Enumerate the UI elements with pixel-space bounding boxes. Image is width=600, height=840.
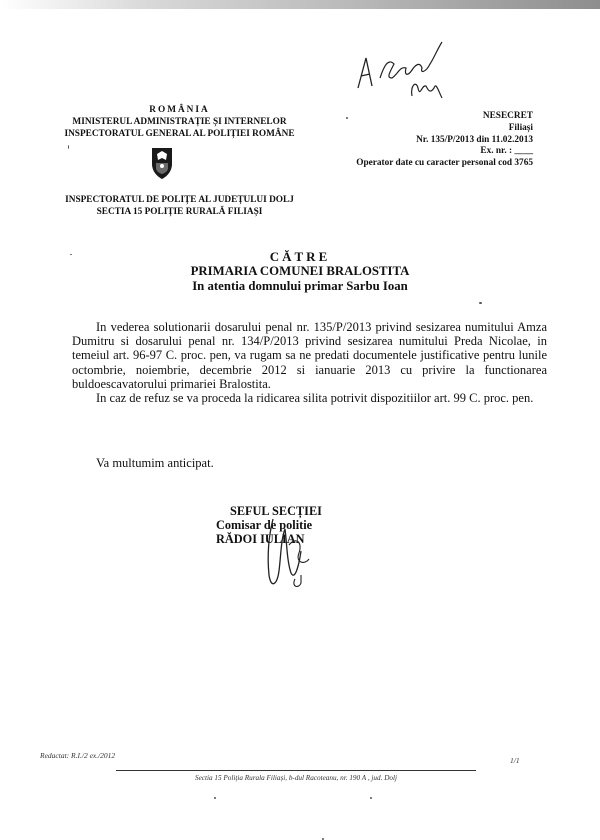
document-registration xyxy=(318,111,533,170)
footer-address: Sectia 15 Poliția Rurala Filiași, b-dul Racoteanu, nr. 190 A , jud. Dolj xyxy=(195,774,397,782)
operator-code: Operator date cu caracter personal cod 3765 xyxy=(356,158,533,169)
unit-header xyxy=(52,194,307,218)
signer-title: SEFUL SECȚIEI xyxy=(230,504,322,518)
drafted-by: Redactat: R.I./2 ex./2012 xyxy=(40,751,116,760)
inspectorate-name: INSPECTORATUL GENERAL AL POLIȚIEI ROMÂNE xyxy=(64,129,295,139)
city-label: Filiași xyxy=(508,122,533,133)
scan-speck xyxy=(214,797,216,799)
handwritten-annotation xyxy=(350,28,460,108)
county-inspectorate: INSPECTORATUL DE POLIȚE AL JUDEȚULUI DOLJ xyxy=(65,195,294,205)
scan-edge xyxy=(0,0,600,9)
country-name: ROMÂNIA xyxy=(149,105,210,115)
page-number: 1/1 xyxy=(510,756,520,765)
body-paragraph-2: In caz de refuz se va proceda la ridicarea silita potrivit dispozitiilor art. 99 C. proc. pen. xyxy=(96,391,534,406)
scan-speck xyxy=(68,145,69,149)
to-label: CĂTRE xyxy=(269,249,331,264)
scan-speck xyxy=(346,117,348,119)
ministry-name: MINISTERUL ADMINISTRAȚIE ȘI INTERNELOR xyxy=(72,117,287,127)
police-section: SECTIA 15 POLIȚIE RURALĂ FILIAȘI xyxy=(96,207,263,217)
closing-thanks: Va multumim anticipat. xyxy=(96,456,214,470)
signer-name: RĂDOI IULIAN xyxy=(216,532,305,547)
footer-divider xyxy=(116,770,476,771)
registration-number: Nr. 135/P/2013 din 11.02.2013 xyxy=(416,134,533,145)
scan-speck xyxy=(370,797,372,799)
handwritten-signature xyxy=(255,515,315,595)
scan-speck xyxy=(70,254,72,255)
body-paragraph-1: In vederea solutionarii dosarului penal nr. 135/P/2013 privind sesizarea numitului Amza Dumitru si dosarului penal nr. 134/P/2013 privind sesizarea numitului Preda Nicolae, in temeiul art. 96-97 C. proc. pen, va rugam sa ne predati documentele justificative pentru lunile octombrie, noiembrie, decembrie 2012 si ianuarie 2013 cu privire la functionarea buldoescavatorului primariei Bralostita. xyxy=(72,320,547,391)
issuer-header xyxy=(52,104,307,140)
signer-rank: Comisar de politie xyxy=(216,518,313,533)
recipient-block xyxy=(0,264,600,294)
recipient-attention: In atentia domnului primar Sarbu Ioan xyxy=(192,279,408,293)
recipient-name: PRIMARIA COMUNEI BRALOSTITA xyxy=(190,264,410,278)
letter-body xyxy=(72,320,547,405)
coat-of-arms-icon xyxy=(148,146,176,180)
copy-number: Ex. nr. : ____ xyxy=(480,146,533,157)
classification-label: NESECRET xyxy=(482,111,533,121)
scan-speck xyxy=(479,302,482,304)
